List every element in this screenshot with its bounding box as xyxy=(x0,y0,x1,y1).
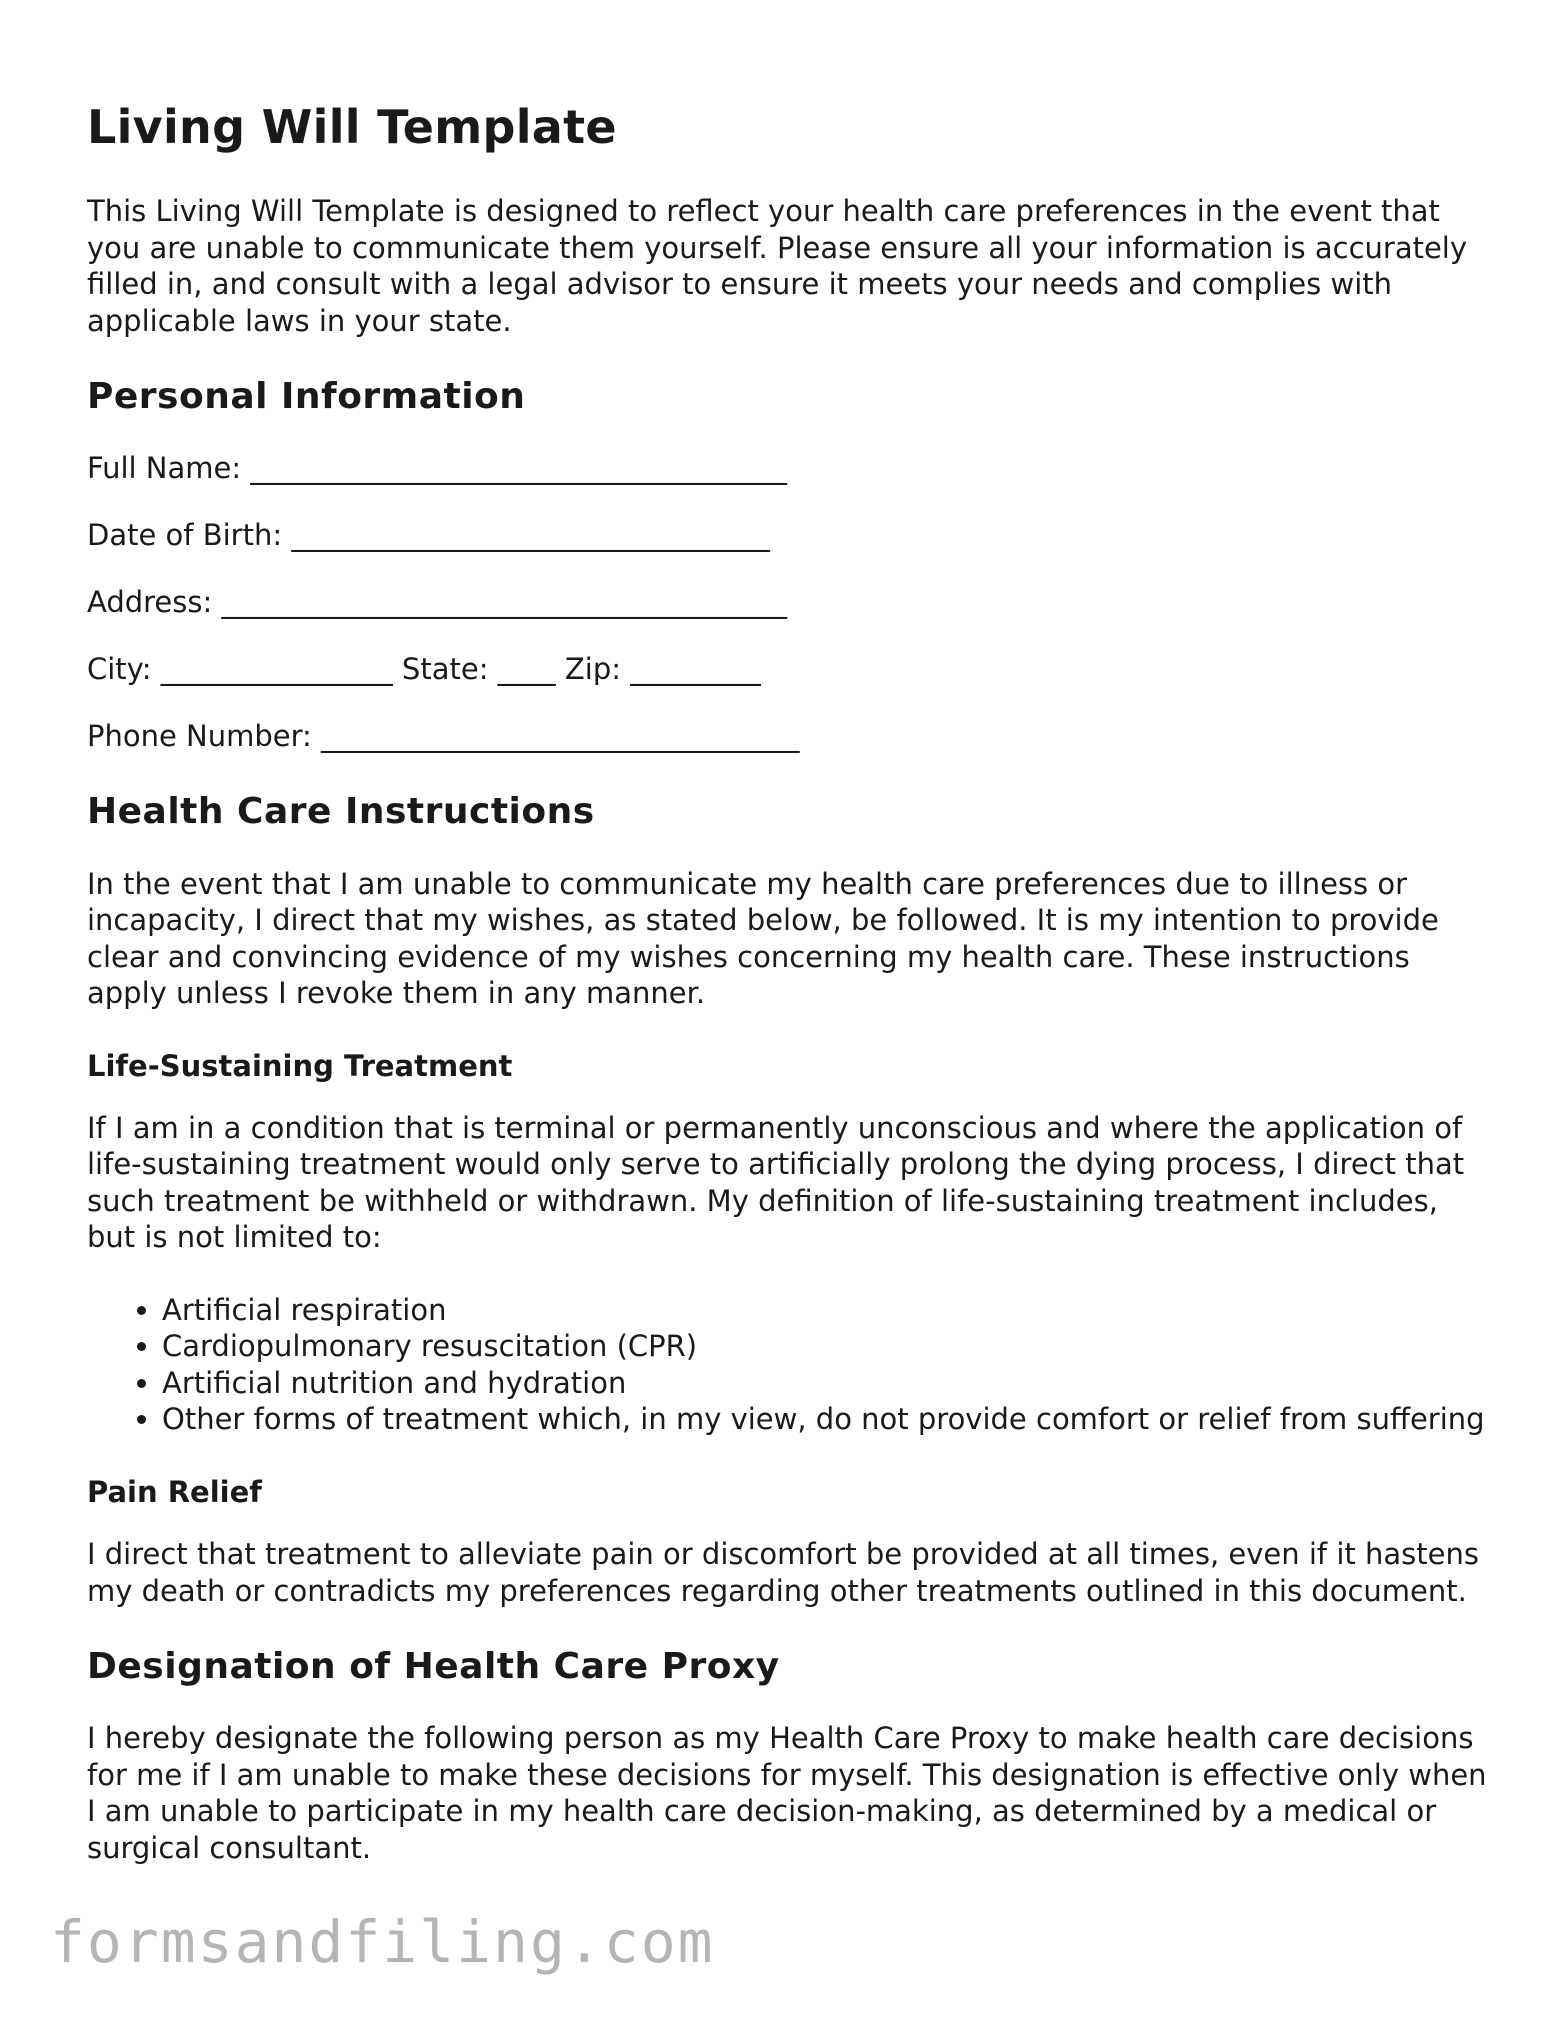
health-care-intro-paragraph: In the event that I am unable to communicate my health care preferences due to illness or incapacity, I direct that my wishes, as stated below, be followed. It is my intention to provide clear and convincing evidence of my wishes concerning my health care. These instructions apply unless I revoke them in any manner. xyxy=(87,866,1439,1011)
phone-number-field[interactable]: Phone Number: _________________________________ xyxy=(87,719,800,754)
life-sustaining-treatment-heading: Life-Sustaining Treatment xyxy=(87,1048,513,1083)
list-item: • Artificial nutrition and hydration xyxy=(162,1365,1487,1402)
personal-information-heading: Personal Information xyxy=(87,376,526,418)
watermark-text: formsandfiling.com xyxy=(50,1908,715,1976)
pain-relief-heading: Pain Relief xyxy=(87,1474,262,1509)
list-item: • Cardiopulmonary resuscitation (CPR) xyxy=(162,1328,1487,1365)
treatment-list xyxy=(87,1292,1487,1438)
date-of-birth-field[interactable]: Date of Birth: _________________________________ xyxy=(87,518,770,553)
health-care-instructions-heading: Health Care Instructions xyxy=(87,791,595,833)
city-state-zip-field[interactable]: City: ________________ State: ____ Zip: _________ xyxy=(87,652,761,687)
list-item: • Artificial respiration xyxy=(162,1292,1487,1329)
health-care-proxy-heading: Designation of Health Care Proxy xyxy=(87,1646,780,1688)
full-name-field[interactable]: Full Name: _____________________________________ xyxy=(87,451,787,486)
pain-relief-paragraph: I direct that treatment to alleviate pain or discomfort be provided at all times, even if it hastens my death or contradicts my preferences regarding other treatments outlined in this document. xyxy=(87,1537,1479,1608)
health-care-proxy-paragraph: I hereby designate the following person as my Health Care Proxy to make health care decisions for me if I am unable to make these decisions for myself. This designation is effective only when I am unable to participate in my health care decision-making, as determined by a medical or surgical consultant. xyxy=(87,1721,1487,1865)
life-sustaining-treatment-paragraph: If I am in a condition that is terminal or permanently unconscious and where the application of life-sustaining treatment would only serve to artificially prolong the dying process, I direct that such treatment be withheld or withdrawn. My definition of life-sustaining treatment includes, but is not limited to: xyxy=(87,1110,1465,1255)
document-page xyxy=(87,100,1487,1902)
intro-paragraph: This Living Will Template is designed to reflect your health care preferences in the event that you are unable to communicate them yourself. Please ensure all your information is accurately filled in, and consult with a legal advisor to ensure it meets your needs and complies with applicable laws in your state. xyxy=(87,194,1468,338)
address-field[interactable]: Address: _______________________________________ xyxy=(87,585,787,620)
document-title: Living Will Template xyxy=(87,100,617,154)
list-item: • Other forms of treatment which, in my view, do not provide comfort or relief from suffering xyxy=(162,1401,1487,1438)
